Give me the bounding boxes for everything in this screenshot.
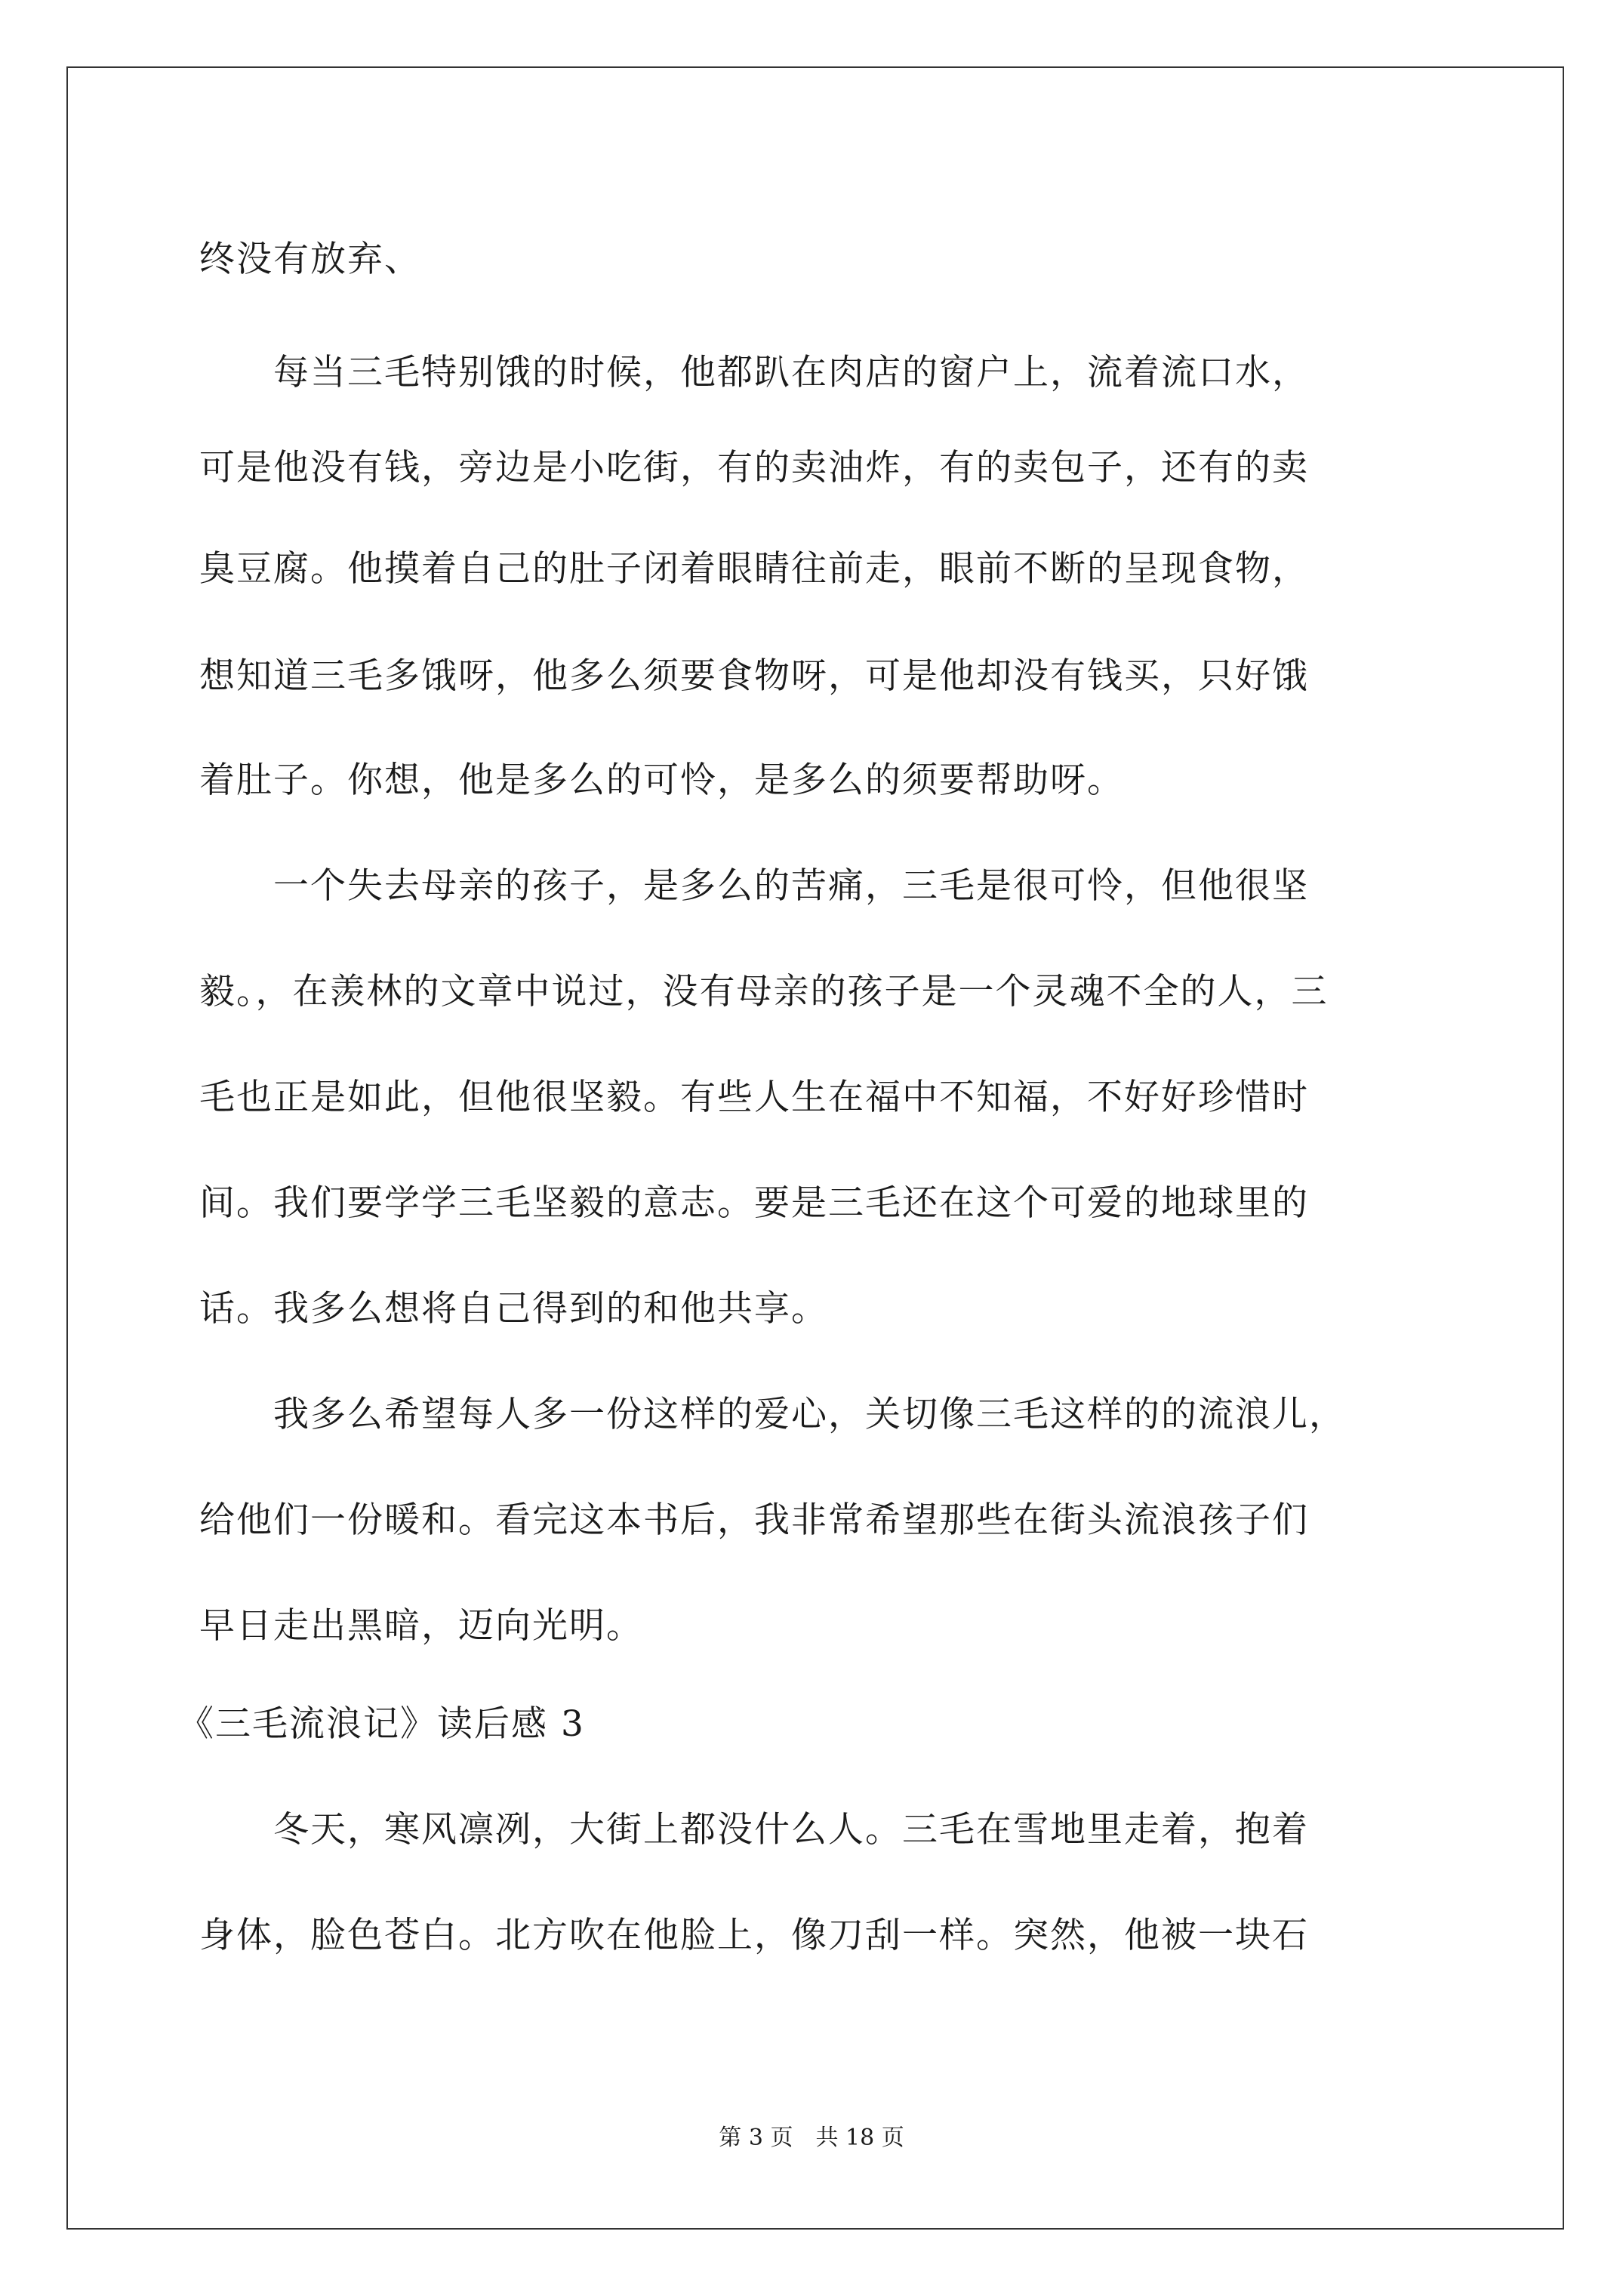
text-line: 毅。，在羡林的文章中说过，没有母亲的孩子是一个灵魂不全的人，三: [199, 971, 1329, 1012]
text-line: 早日走出黑暗，迈向光明。: [199, 1605, 643, 1647]
text-line: 着肚子。你想，他是多么的可怜，是多么的须要帮助呀。: [199, 760, 1124, 801]
text-line: 我多么希望每人多一份这样的爱心，关切像三毛这样的的流浪儿，: [199, 1394, 1346, 1435]
text-line: 间。我们要学学三毛坚毅的意志。要是三毛还在这个可爱的地球里的: [199, 1182, 1309, 1224]
page-footer: 第 3 页 共 18 页: [719, 2125, 904, 2151]
text-line: 可是他没有钱，旁边是小吃街，有的卖油炸，有的卖包子，还有的卖: [199, 447, 1309, 488]
text-line: 每当三毛特别饿的时候，他都趴在肉店的窗户上，流着流口水，: [199, 352, 1309, 393]
text-line: 冬天，寒风凛冽，大街上都没什么人。三毛在雪地里走着，抱着: [199, 1809, 1309, 1851]
text-line: 想知道三毛多饿呀，他多么须要食物呀，可是他却没有钱买，只好饿: [199, 655, 1309, 697]
text-line: 话。我多么想将自己得到的和他共享。: [199, 1288, 828, 1330]
section-heading: 《三毛流浪记》读后感 3: [178, 1703, 585, 1745]
text-line: 臭豆腐。他摸着自己的肚子闭着眼睛往前走，眼前不断的呈现食物，: [199, 548, 1309, 590]
text-line: 毛也正是如此，但他很坚毅。有些人生在福中不知福，不好好珍惜时: [199, 1077, 1309, 1118]
text-line: 终没有放弃、: [199, 239, 421, 280]
text-line: 身体，脸色苍白。北方吹在他脸上，像刀刮一样。突然，他被一块石: [199, 1915, 1309, 1956]
text-line: 一个失去母亲的孩子，是多么的苦痛，三毛是很可怜，但他很坚: [199, 865, 1309, 907]
text-line: 给他们一份暖和。看完这本书后，我非常希望那些在街头流浪孩子们: [199, 1499, 1309, 1541]
